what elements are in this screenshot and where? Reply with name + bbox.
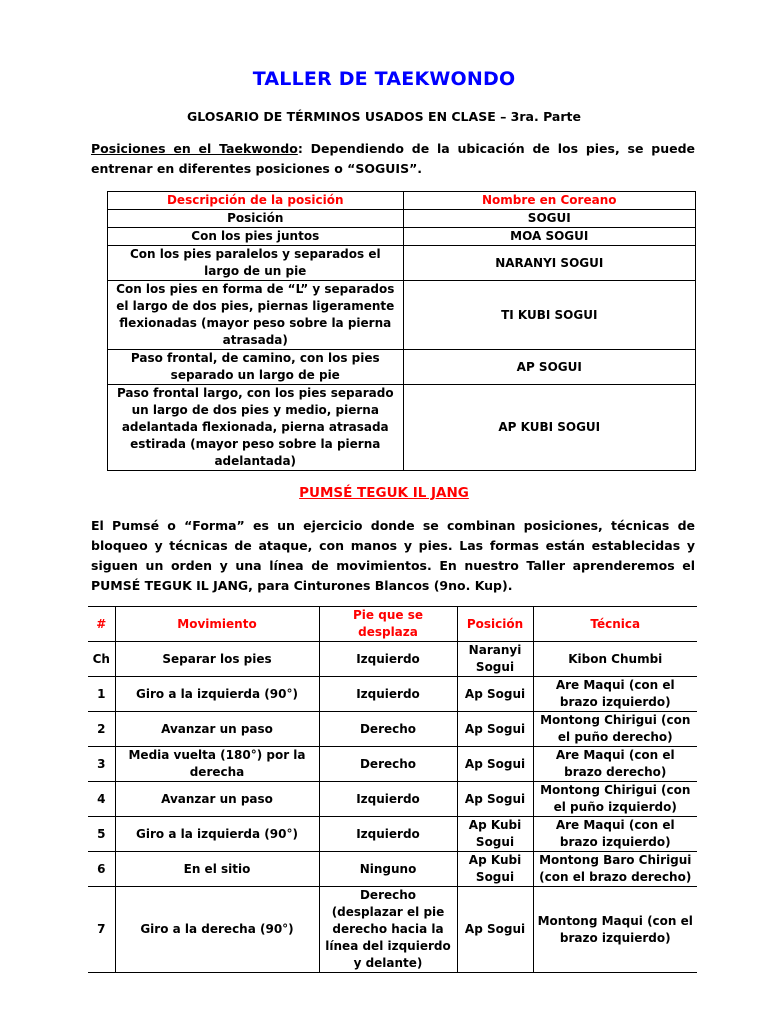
positions-cell-desc: Con los pies paralelos y separados el largo de un pie bbox=[108, 246, 404, 281]
positions-cell-name: AP SOGUI bbox=[403, 350, 695, 385]
moves-cell-position: Ap Kubi Sogui bbox=[457, 817, 533, 852]
moves-cell-foot: Derecho (desplazar el pie derecho hacia la línea del izquierdo y delante) bbox=[319, 887, 457, 973]
positions-cell-desc: Posición bbox=[108, 210, 404, 228]
moves-header-movement: Movimiento bbox=[115, 607, 319, 642]
moves-cell-num: 7 bbox=[88, 887, 115, 973]
positions-header-name: Nombre en Coreano bbox=[403, 192, 695, 210]
positions-cell-name: AP KUBI SOGUI bbox=[403, 385, 695, 471]
intro-text: : Dependiendo de la ubicación de los pies, se puede entrenar en diferentes posiciones o “SOGUIS”. bbox=[91, 141, 695, 176]
positions-table bbox=[107, 191, 696, 471]
pumse-paragraph: El Pumsé o “Forma” es un ejercicio donde se combinan posiciones, técnicas de bloqueo y técnicas de ataque, con manos y pies. Las formas están establecidas y siguen un orden y una línea de movimientos. En nuestro Taller aprenderemos el PUMSÉ TEGUK IL JANG, para Cinturones Blancos (9no. Kup). bbox=[91, 518, 695, 593]
moves-cell-technique: Kibon Chumbi bbox=[533, 642, 697, 677]
moves-header-position: Posición bbox=[457, 607, 533, 642]
moves-cell-technique: Montong Chirigui (con el puño izquierdo) bbox=[533, 782, 697, 817]
moves-cell-foot: Derecho bbox=[319, 712, 457, 747]
moves-cell-technique: Are Maqui (con el brazo izquierdo) bbox=[533, 817, 697, 852]
moves-cell-num: 2 bbox=[88, 712, 115, 747]
moves-cell-foot: Izquierdo bbox=[319, 642, 457, 677]
page-title: TALLER DE TAEKWONDO bbox=[252, 68, 516, 90]
moves-cell-foot: Izquierdo bbox=[319, 677, 457, 712]
page-subtitle: GLOSARIO DE TÉRMINOS USADOS EN CLASE – 3ra. Parte bbox=[187, 109, 581, 124]
moves-cell-foot: Derecho bbox=[319, 747, 457, 782]
moves-table bbox=[88, 606, 697, 973]
moves-cell-foot: Izquierdo bbox=[319, 817, 457, 852]
table-row bbox=[108, 281, 696, 350]
table-row bbox=[88, 712, 697, 747]
moves-cell-num: 3 bbox=[88, 747, 115, 782]
positions-cell-desc: Paso frontal largo, con los pies separado un largo de dos pies y medio, pierna adelantada flexionada, pierna atrasada estirada (mayor peso sobre la pierna adelantada) bbox=[108, 385, 404, 471]
positions-cell-desc: Con los pies juntos bbox=[108, 228, 404, 246]
moves-cell-position: Ap Sogui bbox=[457, 677, 533, 712]
moves-cell-foot: Ninguno bbox=[319, 852, 457, 887]
table-row bbox=[108, 246, 696, 281]
moves-cell-technique: Are Maqui (con el brazo derecho) bbox=[533, 747, 697, 782]
positions-cell-name: SOGUI bbox=[403, 210, 695, 228]
positions-header-desc: Descripción de la posición bbox=[108, 192, 404, 210]
table-row bbox=[108, 210, 696, 228]
moves-cell-num: Ch bbox=[88, 642, 115, 677]
moves-cell-position: Ap Sogui bbox=[457, 782, 533, 817]
table-row bbox=[88, 887, 697, 973]
intro-paragraph bbox=[91, 139, 695, 179]
table-row bbox=[88, 852, 697, 887]
moves-header-foot: Pie que se desplaza bbox=[319, 607, 457, 642]
moves-cell-foot: Izquierdo bbox=[319, 782, 457, 817]
moves-cell-movement: Avanzar un paso bbox=[115, 782, 319, 817]
moves-cell-position: Ap Sogui bbox=[457, 887, 533, 973]
moves-cell-technique: Montong Maqui (con el brazo izquierdo) bbox=[533, 887, 697, 973]
positions-cell-name: NARANYI SOGUI bbox=[403, 246, 695, 281]
table-row bbox=[108, 228, 696, 246]
intro-lead: Posiciones en el Taekwondo bbox=[91, 141, 298, 156]
section-title: PUMSÉ TEGUK IL JANG bbox=[299, 485, 469, 501]
table-row bbox=[108, 350, 696, 385]
moves-cell-movement: En el sitio bbox=[115, 852, 319, 887]
moves-cell-num: 1 bbox=[88, 677, 115, 712]
positions-cell-name: TI KUBI SOGUI bbox=[403, 281, 695, 350]
table-row bbox=[108, 385, 696, 471]
moves-cell-movement: Avanzar un paso bbox=[115, 712, 319, 747]
positions-cell-name: MOA SOGUI bbox=[403, 228, 695, 246]
table-row bbox=[88, 747, 697, 782]
moves-cell-num: 6 bbox=[88, 852, 115, 887]
moves-cell-num: 4 bbox=[88, 782, 115, 817]
moves-header-num: # bbox=[88, 607, 115, 642]
moves-cell-position: Ap Sogui bbox=[457, 747, 533, 782]
positions-cell-desc: Paso frontal, de camino, con los pies separado un largo de pie bbox=[108, 350, 404, 385]
moves-cell-num: 5 bbox=[88, 817, 115, 852]
moves-cell-movement: Media vuelta (180°) por la derecha bbox=[115, 747, 319, 782]
table-row bbox=[88, 817, 697, 852]
moves-cell-movement: Giro a la izquierda (90°) bbox=[115, 817, 319, 852]
table-row bbox=[88, 642, 697, 677]
moves-cell-position: Ap Sogui bbox=[457, 712, 533, 747]
moves-cell-position: Ap Kubi Sogui bbox=[457, 852, 533, 887]
moves-cell-technique: Montong Chirigui (con el puño derecho) bbox=[533, 712, 697, 747]
moves-cell-movement: Giro a la derecha (90°) bbox=[115, 887, 319, 973]
moves-cell-position: Naranyi Sogui bbox=[457, 642, 533, 677]
table-row bbox=[88, 782, 697, 817]
moves-cell-movement: Giro a la izquierda (90°) bbox=[115, 677, 319, 712]
moves-cell-movement: Separar los pies bbox=[115, 642, 319, 677]
table-row bbox=[88, 677, 697, 712]
moves-cell-technique: Montong Baro Chirigui (con el brazo derecho) bbox=[533, 852, 697, 887]
moves-header-technique: Técnica bbox=[533, 607, 697, 642]
moves-cell-technique: Are Maqui (con el brazo izquierdo) bbox=[533, 677, 697, 712]
positions-cell-desc: Con los pies en forma de “L” y separados el largo de dos pies, piernas ligeramente flexionadas (mayor peso sobre la pierna atrasada) bbox=[108, 281, 404, 350]
